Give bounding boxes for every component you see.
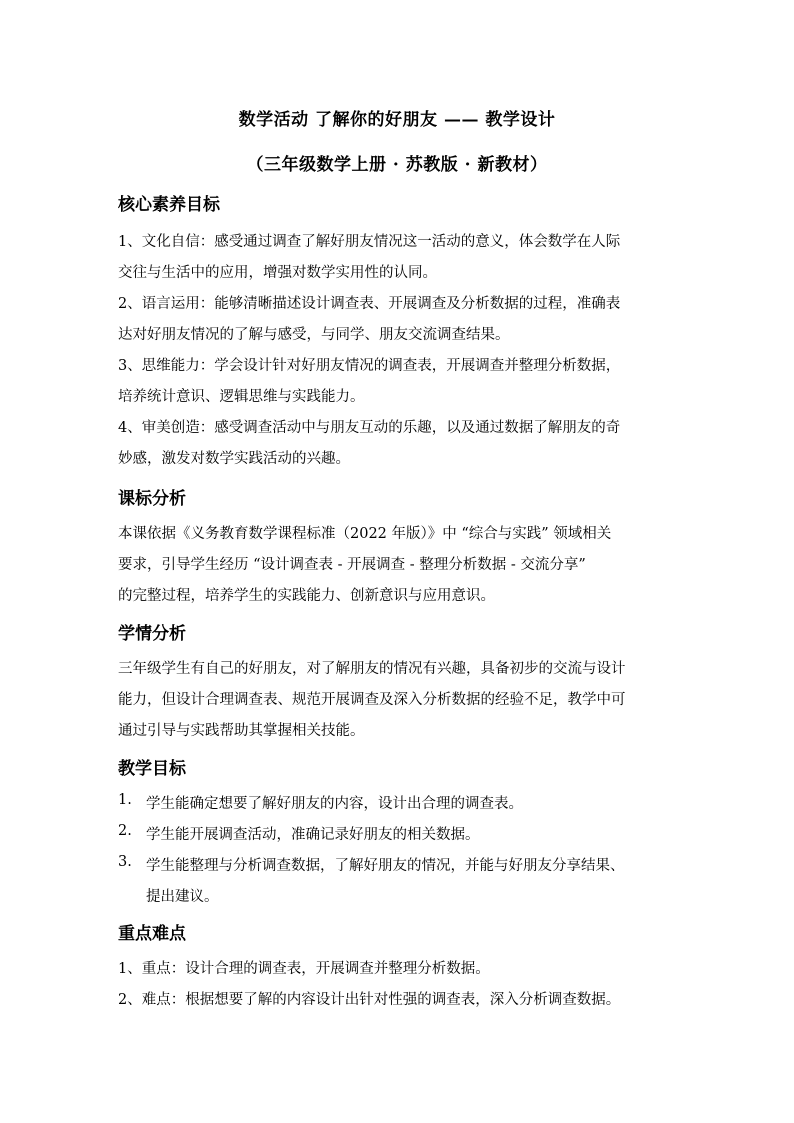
paragraph-line: 2、难点：根据想要了解的内容设计出针对性强的调查表，深入分析调查数据。 — [118, 992, 621, 1008]
list-item-number: 3. — [118, 854, 132, 870]
list-item: 学生能确定想要了解好朋友的内容，设计出合理的调查表。 — [146, 796, 523, 812]
paragraph-line: 能力，但设计合理调查表、规范开展调查及深入分析数据的经验不足，教学中可 — [118, 692, 626, 708]
paragraph-line: 的完整过程，培养学生的实践能力、创新意识与应用意识。 — [118, 588, 495, 604]
paragraph-line: 本课依据《义务教育数学课程标准（2022 年版）》中 “综合与实践” 领域相关 — [118, 526, 612, 542]
paragraph-line: 培养统计意识、逻辑思维与实践能力。 — [118, 389, 365, 405]
paragraph-line: 三年级学生有自己的好朋友，对了解朋友的情况有兴趣，具备初步的交流与设计 — [118, 661, 626, 677]
paragraph-line: 妙感，激发对数学实践活动的兴趣。 — [118, 451, 350, 467]
paragraph-line: 交往与生活中的应用，增强对数学实用性的认同。 — [118, 265, 437, 281]
section-heading-key-difficulties: 重点难点 — [118, 924, 186, 944]
paragraph-line: 1、重点：设计合理的调查表，开展调查并整理分析数据。 — [118, 961, 490, 977]
paragraph-line: 2、语言运用：能够清晰描述设计调查表、开展调查及分析数据的过程，准确表 — [118, 296, 621, 312]
section-heading-curriculum-standard: 课标分析 — [118, 489, 186, 509]
document-subtitle: （三年级数学上册 · 苏教版 · 新教材） — [246, 155, 548, 175]
list-item: 学生能开展调查活动，准确记录好朋友的相关数据。 — [146, 827, 480, 843]
paragraph-line: 1、文化自信：感受通过调查了解好朋友情况这一活动的意义，体会数学在人际 — [118, 234, 621, 250]
paragraph-line: 通过引导与实践帮助其掌握相关技能。 — [118, 723, 365, 739]
paragraph-line: 3、思维能力：学会设计针对好朋友情况的调查表，开展调查并整理分析数据， — [118, 358, 621, 374]
list-item-number: 2. — [118, 823, 132, 839]
paragraph-line: 达对好朋友情况的了解与感受，与同学、朋友交流调查结果。 — [118, 327, 510, 343]
section-heading-core-literacy: 核心素养目标 — [118, 195, 220, 215]
document-title: 数学活动 了解你的好朋友 —— 教学设计 — [238, 110, 556, 130]
list-item-continuation: 提出建议。 — [146, 889, 219, 905]
section-heading-learner-analysis: 学情分析 — [118, 624, 186, 644]
list-item-number: 1. — [118, 792, 132, 808]
section-heading-teaching-objectives: 教学目标 — [118, 759, 186, 779]
list-item: 学生能整理与分析调查数据，了解好朋友的情况，并能与好朋友分享结果、 — [146, 858, 625, 874]
paragraph-line: 要求，引导学生经历 “设计调查表 - 开展调查 - 整理分析数据 - 交流分享” — [118, 557, 586, 573]
paragraph-line: 4、审美创造：感受调查活动中与朋友互动的乐趣，以及通过数据了解朋友的奇 — [118, 420, 621, 436]
